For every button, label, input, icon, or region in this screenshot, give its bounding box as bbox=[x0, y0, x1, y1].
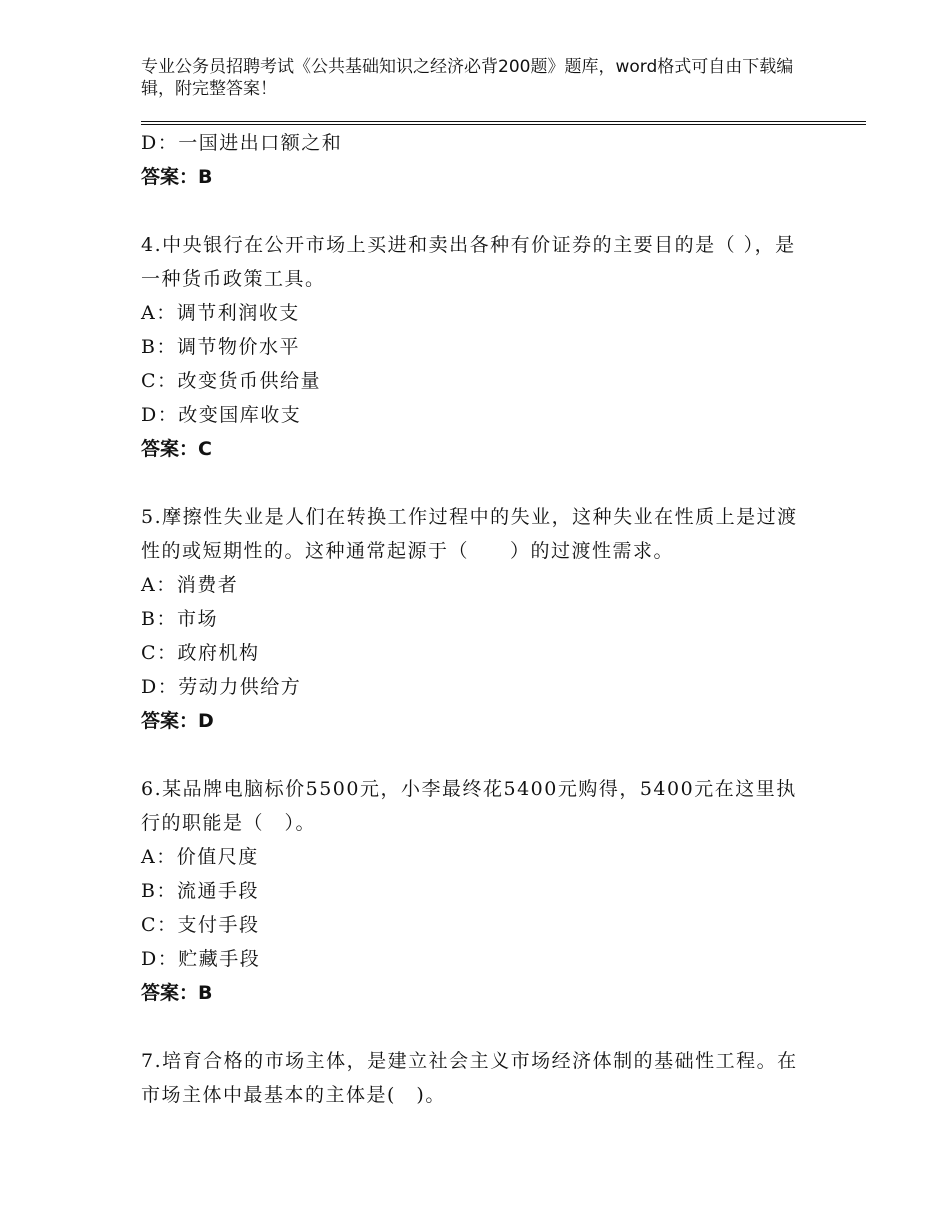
question-7 bbox=[141, 1044, 821, 1112]
question-4 bbox=[141, 228, 821, 466]
answer: 答案：D bbox=[141, 710, 214, 732]
option-a: A：价值尺度 bbox=[141, 846, 259, 868]
question-content bbox=[141, 126, 821, 1112]
question-stem: 7.培育合格的市场主体，是建立社会主义市场经济体制的基础性工程。在市场主体中最基本的主体是( )。 bbox=[141, 1050, 798, 1106]
question-6 bbox=[141, 772, 821, 1010]
option-b: B：市场 bbox=[141, 608, 218, 630]
option-c: C：改变货币供给量 bbox=[141, 370, 322, 392]
option-c: C：政府机构 bbox=[141, 642, 260, 664]
spacer bbox=[141, 466, 821, 500]
question-5 bbox=[141, 500, 821, 738]
question-stem: 6.某品牌电脑标价5500元，小李最终花5400元购得，5400元在这里执行的职能是（ ）。 bbox=[141, 778, 797, 834]
option-b: B：调节物价水平 bbox=[141, 336, 300, 358]
answer: 答案：C bbox=[141, 438, 212, 460]
option-a: A：消费者 bbox=[141, 574, 239, 596]
spacer bbox=[141, 1010, 821, 1044]
option-d: D：改变国库收支 bbox=[141, 404, 302, 426]
option-a: A：调节利润收支 bbox=[141, 302, 300, 324]
answer: 答案：B bbox=[141, 982, 213, 1004]
spacer bbox=[141, 194, 821, 228]
option-b: B：流通手段 bbox=[141, 880, 259, 902]
header-rule-top bbox=[141, 121, 866, 122]
previous-question-option-d: D：一国进出口额之和 bbox=[141, 132, 343, 154]
option-d: D：劳动力供给方 bbox=[141, 676, 302, 698]
question-stem: 5.摩擦性失业是人们在转换工作过程中的失业，这种失业在性质上是过渡性的或短期性的。这种通常起源于（ ）的过渡性需求。 bbox=[141, 506, 798, 562]
spacer bbox=[141, 738, 821, 772]
question-stem: 4.中央银行在公开市场上买进和卖出各种有价证券的主要目的是（ ），是一种货币政策工具。 bbox=[141, 234, 796, 290]
previous-question-answer: 答案：B bbox=[141, 166, 213, 188]
option-c: C：支付手段 bbox=[141, 914, 260, 936]
option-d: D：贮藏手段 bbox=[141, 948, 261, 970]
header-rule-bottom bbox=[141, 124, 866, 125]
document-header: 专业公务员招聘考试《公共基础知识之经济必背200题》题库，word格式可自由下载编辑，附完整答案！ bbox=[141, 57, 794, 99]
